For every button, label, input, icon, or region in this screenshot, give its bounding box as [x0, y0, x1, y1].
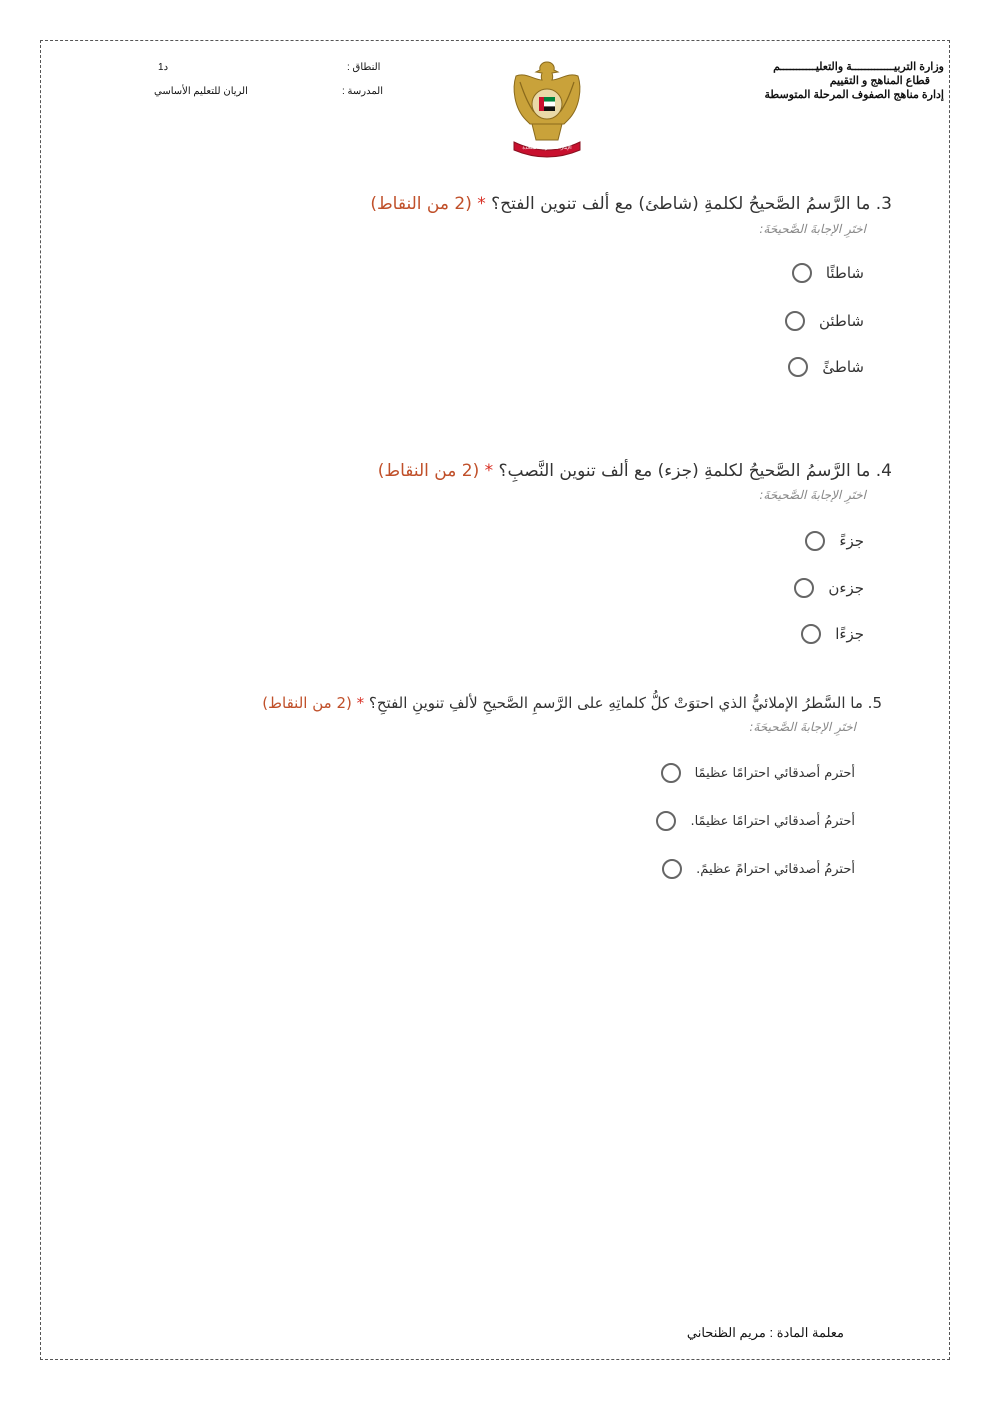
question-4-option-2[interactable] — [794, 578, 864, 598]
question-3-text: ما الرَّسمُ الصَّحيحُ لكلمةِ (شاطئ) مع ألف تنوين الفتح؟ — [491, 194, 871, 214]
ministry-line-2: قطاع المناهج و التقييم — [829, 75, 930, 87]
question-4-hint: اختَرِ الإجابةَ الصَّحيحَةَ: — [759, 488, 866, 502]
district-label: النطاق : — [347, 62, 381, 73]
question-4-points: (2 من النقاط) — [377, 461, 480, 481]
option-label: شاطئًا — [825, 264, 864, 282]
question-4-option-1[interactable] — [805, 531, 864, 551]
required-mark: * — [484, 461, 494, 481]
question-3-hint: اختَرِ الإجابةَ الصَّحيحَةَ: — [759, 222, 866, 236]
required-mark: * — [477, 194, 486, 214]
ministry-line-1: وزارة التربيـــــــــــــة والتعليـــــــــــم — [773, 61, 944, 73]
option-label: شاطئن — [818, 312, 864, 330]
question-3-points: (2 من النقاط) — [370, 194, 472, 214]
radio-button[interactable] — [788, 357, 808, 377]
ministry-line-3: إدارة مناهج الصفوف المرحلة المتوسطة — [764, 89, 944, 101]
question-4-text: ما الرَّسمُ الصَّحيحُ لكلمةِ (جزء) مع ألف تنوين النَّصبِ؟ — [498, 461, 871, 481]
radio-button[interactable] — [661, 763, 681, 783]
question-3-option-3[interactable] — [788, 357, 864, 377]
question-4-option-3[interactable] — [801, 624, 864, 644]
question-3-title — [370, 194, 892, 214]
radio-button[interactable] — [785, 311, 805, 331]
question-5-hint: اختَرِ الإجابةَ الصَّحيحَةَ: — [749, 720, 856, 734]
radio-button[interactable] — [794, 578, 814, 598]
school-value: الريان للتعليم الأساسي — [154, 86, 248, 97]
option-label: أحترمُ أصدقائي احترامً عظيمً. — [696, 861, 855, 877]
school-label: المدرسة : — [342, 86, 383, 97]
radio-button[interactable] — [662, 859, 682, 879]
radio-button[interactable] — [805, 531, 825, 551]
emblem-banner-text: الإمارات العربية المتحدة — [522, 145, 572, 151]
district-value: د1 — [158, 62, 169, 73]
option-label: جزءًا — [835, 625, 864, 643]
question-5-title — [262, 694, 882, 712]
option-label: أحترم أصدقائي احترامًا عظيمًا — [694, 765, 855, 781]
question-5-option-1[interactable] — [661, 763, 855, 783]
question-3-option-2[interactable] — [785, 311, 864, 331]
teacher-name: معلمة المادة : مريم الظنحاني — [686, 1325, 844, 1340]
option-label: جزءن — [828, 579, 864, 597]
required-mark: * — [356, 694, 365, 712]
question-4-number: 4. — [875, 461, 892, 481]
question-5-option-3[interactable] — [662, 859, 855, 879]
radio-button[interactable] — [792, 263, 812, 283]
radio-button[interactable] — [801, 624, 821, 644]
question-5-points: (2 من النقاط) — [262, 694, 352, 712]
option-label: أحترمُ أصدقائي احترامًا عظيمًا. — [690, 813, 855, 829]
question-5-text: ما السَّطرُ الإملائيُّ الذي احتوَتْ كلُّ كلماتِهِ على الرَّسمِ الصَّحيحِ لألفِ تنوينِ الفتحِ؟ — [368, 694, 863, 712]
question-5-option-2[interactable] — [656, 811, 855, 831]
option-label: شاطئً — [822, 358, 864, 376]
question-4-title — [378, 461, 892, 481]
ministry-header — [684, 60, 944, 102]
question-3-number: 3. — [875, 194, 892, 214]
question-5-number: 5. — [867, 694, 882, 712]
option-label: جزءً — [839, 532, 864, 550]
radio-button[interactable] — [656, 811, 676, 831]
question-3-option-1[interactable] — [792, 263, 864, 283]
